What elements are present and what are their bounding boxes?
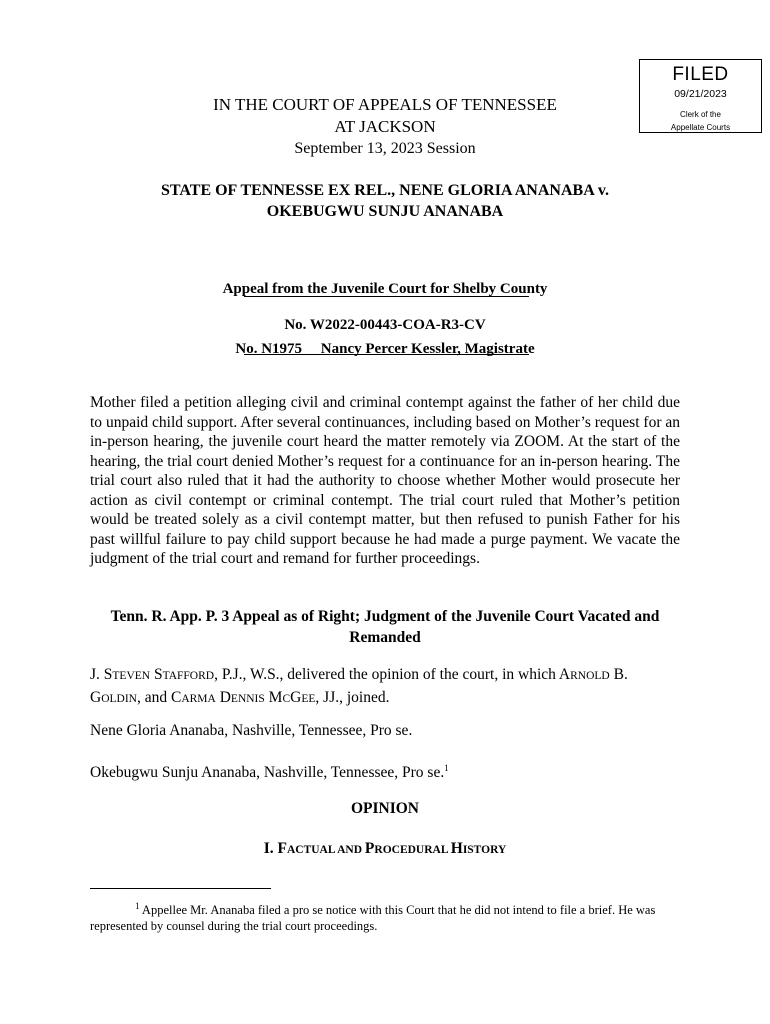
caption-line-2: OKEBUGWU SUNJU ANANABA xyxy=(266,203,504,220)
footnote-ref[interactable]: 1 xyxy=(444,763,449,773)
caption-line-1: STATE OF TENNESSE EX REL., NENE GLORIA ANANABA v. xyxy=(161,182,609,199)
appellee-attorney: Okebugwu Sunju Ananaba, Nashville, Tennessee, Pro se.$^1$ xyxy=(90,763,449,782)
disposition: Tenn. R. App. P. 3 Appeal as of Right; Judgment of the Juvenile Court Vacated and Remanded xyxy=(110,608,660,646)
appeal-line-1: Appeal from the Juvenile Court for Shelby County xyxy=(222,281,548,297)
divider-bottom xyxy=(244,354,529,355)
authorship-line: J. STEVEN STAFFORD, P.J., W.S., delivered the opinion of the court, in which ARNOLD B. GOLDIN, and CARMA DENNIS MCGEE, JJ., joined. xyxy=(90,666,628,706)
filed-stamp-date: 09/21/2023 xyxy=(674,88,727,100)
docket-number: No. W2022-00443-COA-R3-CV xyxy=(284,317,486,333)
court-line-1: IN THE COURT OF APPEALS OF TENNESSEE xyxy=(213,95,557,114)
opinion-heading: OPINION xyxy=(350,800,420,817)
footnote-text: Appellee Mr. Ananaba filed a pro se notice with this Court that he did not intend to file a brief. He was represented by counsel during the trial court proceedings. xyxy=(90,903,656,934)
appeal-line-2: No. N1975 Nancy Percer Kessler, Magistrate xyxy=(235,341,535,357)
footnote-divider xyxy=(90,888,271,889)
court-line-2: AT JACKSON xyxy=(334,117,436,136)
session-date: September 13, 2023 Session xyxy=(294,140,476,157)
footnote-number: 1 xyxy=(135,901,140,911)
case-caption xyxy=(90,180,680,222)
appeal-info xyxy=(90,239,680,379)
case-summary: Mother filed a petition alleging civil and criminal contempt against the father of her child due to unpaid child support. After several continuances, including based on Mother’s request for an in-person hearing, the juvenile court heard the matter remotely via ZOOM. At the start of the hearing, the trial court denied Mother’s request for a continuance for an in-person hearing. The trial court also ruled that it had the authority to choose whether Mother would prosecute her action as civil contempt or criminal contempt. The trial court ruled that Mother’s petition would be treated solely as a civil contempt matter, but then refused to punish Father for his past willful failure to pay child support because he had made a purge payment. We vacate the judgment of the trial court and remand for further proceedings. xyxy=(90,394,680,567)
divider-top xyxy=(244,296,529,297)
appellant-attorney: Nene Gloria Ananaba, Nashville, Tennessee, Pro se. xyxy=(90,722,413,739)
court-name xyxy=(90,94,680,138)
filed-stamp-label: FILED xyxy=(672,64,729,85)
clerk-line-2: Appellate Courts xyxy=(670,123,731,132)
footnote xyxy=(90,898,682,934)
clerk-line-1: Clerk of the xyxy=(680,110,721,119)
section-heading: I. FACTUAL AND PROCEDURAL HISTORY xyxy=(263,840,507,857)
